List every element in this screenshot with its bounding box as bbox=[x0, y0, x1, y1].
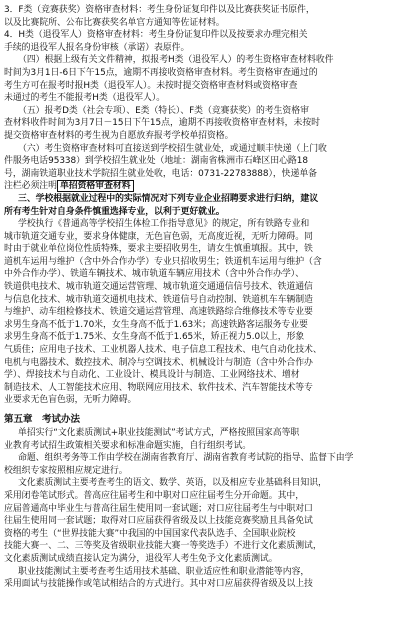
text-line: 与维护、动车组检修技术、铁道交通运营管理、高速铁路综合维修技术等专业要 bbox=[4, 307, 313, 318]
text-line: 命题、组织考务等工作由学校在湖南省教育厅、湖南省教育考试院的指导、监督下由学 bbox=[18, 453, 354, 464]
text-line: 职业技能测试主要考查考生适用技术基础、职业适应性和职业潜能等内容， bbox=[18, 566, 310, 577]
text-line: 中外合作办学）、铁道车辆技术、城市轨道车辆应用技术（含中外合作办学）、 bbox=[4, 269, 304, 280]
text-line: 与信息化技术、城市轨道交通机电技术、铁道信号自动控制、铁道机车车辆制造 bbox=[4, 294, 313, 305]
text-line: 三、学校根据就业过程中的实际情况对下列专业企业招聘要求进行归纳，建议 bbox=[18, 193, 319, 204]
text-line: 手续的退役军人报名身份审核（承诺）表原件。 bbox=[4, 42, 190, 53]
boxed-note-prefix: 注栏必须注明 bbox=[4, 181, 57, 192]
text-line: 资格的考生（“世界技能大赛”中我国的中国国家代表队选手、全国职业院校 bbox=[4, 528, 296, 539]
text-line: 号，湖南铁道职业技术学院招生就业处收，电话：0731-22783888），快递单备 bbox=[4, 168, 317, 179]
paragraph-block-a bbox=[4, 4, 401, 180]
text-line: 4．H类（退役军人）资格审查材料：考生身份证复印件以及按要求办理完相关 bbox=[4, 30, 308, 41]
text-line: （六）考生资格审查材料可直接送到学校招生就业处，或通过顺丰快递（上门收 bbox=[18, 143, 327, 154]
text-line: 道机车运用与维护（含中外合作办学）专业只招收男生；铁道机车运用与维护（含 bbox=[4, 256, 322, 267]
text-line: 往届生使用同一套试题；取得对口应届获得省级及以上技能竞赛奖励且具备免试 bbox=[4, 516, 313, 527]
text-line: 技能大赛一、二、三等奖及省级职业技能大赛一等奖选手）不进行文化素质测试， bbox=[4, 541, 322, 552]
text-line: 求男生身高不低于1.75米、女生身高不低于1.65米，矫正视力5.0以上，形象 bbox=[4, 332, 305, 343]
text-line: 考生方可在报考时报H类（退役军人）。未按时提交资格审查材料或资格审查 bbox=[4, 80, 298, 91]
text-line: 求男生身高不低于1.70米，女生身高不低于1.63米；高速铁路客运服务专业要 bbox=[4, 319, 308, 330]
text-line: 时间为3月1日-6日下午15点，逾期不再接收资格审查材料。考生资格审查通过的 bbox=[4, 67, 318, 78]
text-line: （五）报考D类（社会专项）、E类（特长）、F类（竞赛获奖）的考生资格审 bbox=[18, 105, 309, 116]
text-line: 单招实行“文化素质测试+职业技能测试”考试方式，严格按照国家高等职 bbox=[18, 428, 300, 438]
section-heading: 第五章 考试办法 bbox=[4, 414, 81, 425]
text-line: 校组织专家按照相应规定进行。 bbox=[4, 465, 128, 476]
document-page bbox=[4, 4, 401, 639]
text-line: 时由于就业单位岗位性质特殊，要求主要招收男生，请女生慎重填报。其中，铁 bbox=[4, 244, 313, 255]
text-line: 学）、焊接技术与自动化、工业设计、模具设计与制造、工业网络技术、增材 bbox=[4, 370, 300, 381]
text-line: 未通过的考生不能报考H类（退役军人）。 bbox=[4, 93, 166, 104]
text-line: 3．F类（竞赛获奖）资格审查材料：考生身份证复印件以及比赛获奖证书原件， bbox=[4, 5, 315, 15]
text-line: 以及比赛院所、公布比赛获奖名单官方通知等佐证材料。 bbox=[4, 17, 225, 28]
text-line: 采用闭卷笔试形式。普高应往届考生和中职对口应往届考生分开命题。其中， bbox=[4, 490, 305, 501]
text-line: 铁道供电技术、城市轨道交通运营管理、城市轨道交通通信信号技术、铁道通信 bbox=[4, 282, 313, 293]
text-line: 气质佳；应用电子技术、工业机器人技术、电子信息工程技术、电气自动化技术、 bbox=[4, 345, 322, 356]
text-line: 文化素质测试成绩直接认定为满分，退役军人考生免予文化素质测试。 bbox=[4, 553, 278, 564]
text-line: 查材料收件时间为3月7日－15日下午15点，逾期不再接收资格审查材料，未按时 bbox=[4, 118, 320, 129]
text-line: （四）根据上级有关文件精神，拟报考H类（退役军人）的考生资格审查材料收件 bbox=[18, 55, 334, 66]
boxed-note-line bbox=[4, 180, 401, 193]
boxed-note: 单招资格审查材料 bbox=[57, 180, 134, 192]
text-line: 城市轨道交通专业，要求身体健康，无色盲色弱，无高度近视，无听力障碍。同 bbox=[4, 231, 313, 242]
text-line: 制造技术、人工智能技术应用、物联网应用技术、软件技术、汽车智能技术等专 bbox=[4, 382, 313, 393]
text-line: 应届普通高中毕业生与普高往届生使用同一套试题；对口应往届考生与中职对口 bbox=[4, 503, 313, 514]
paragraph-block-c bbox=[4, 427, 401, 591]
text-line: 电机与电器技术、数控技术、制冷与空调技术、机械设计与制造（含中外合作办 bbox=[4, 357, 313, 368]
paragraph-block-b bbox=[4, 193, 401, 407]
text-line: 所有考生针对自身条件慎重选择专业，以利于更好就业。 bbox=[4, 206, 225, 217]
text-line: 学校执行《普通高等学校招生体检工作指导意见》的规定，所有铁路专业和 bbox=[18, 219, 310, 230]
text-line: 文化素质测试主要考查考生的语文、数学、英语，以及相应专业基础科目知识， bbox=[18, 478, 327, 489]
text-line: 件服务电话95338）到学校招生就业处（地址：湖南省株洲市石峰区田心路18 bbox=[4, 156, 308, 167]
text-line: 提交资格审查材料的考生视为自愿放弃报考学校单招资格。 bbox=[4, 130, 234, 141]
text-line: 业要求无色盲色弱，无听力障碍。 bbox=[4, 395, 137, 406]
text-line: 业教育考试招生政策相关要求和标准命题实施，自行组织考试。 bbox=[4, 440, 252, 451]
text-line: 采用面试与技能操作或笔试相结合的方式进行。其中对口应届获得省级及以上技 bbox=[4, 579, 313, 590]
